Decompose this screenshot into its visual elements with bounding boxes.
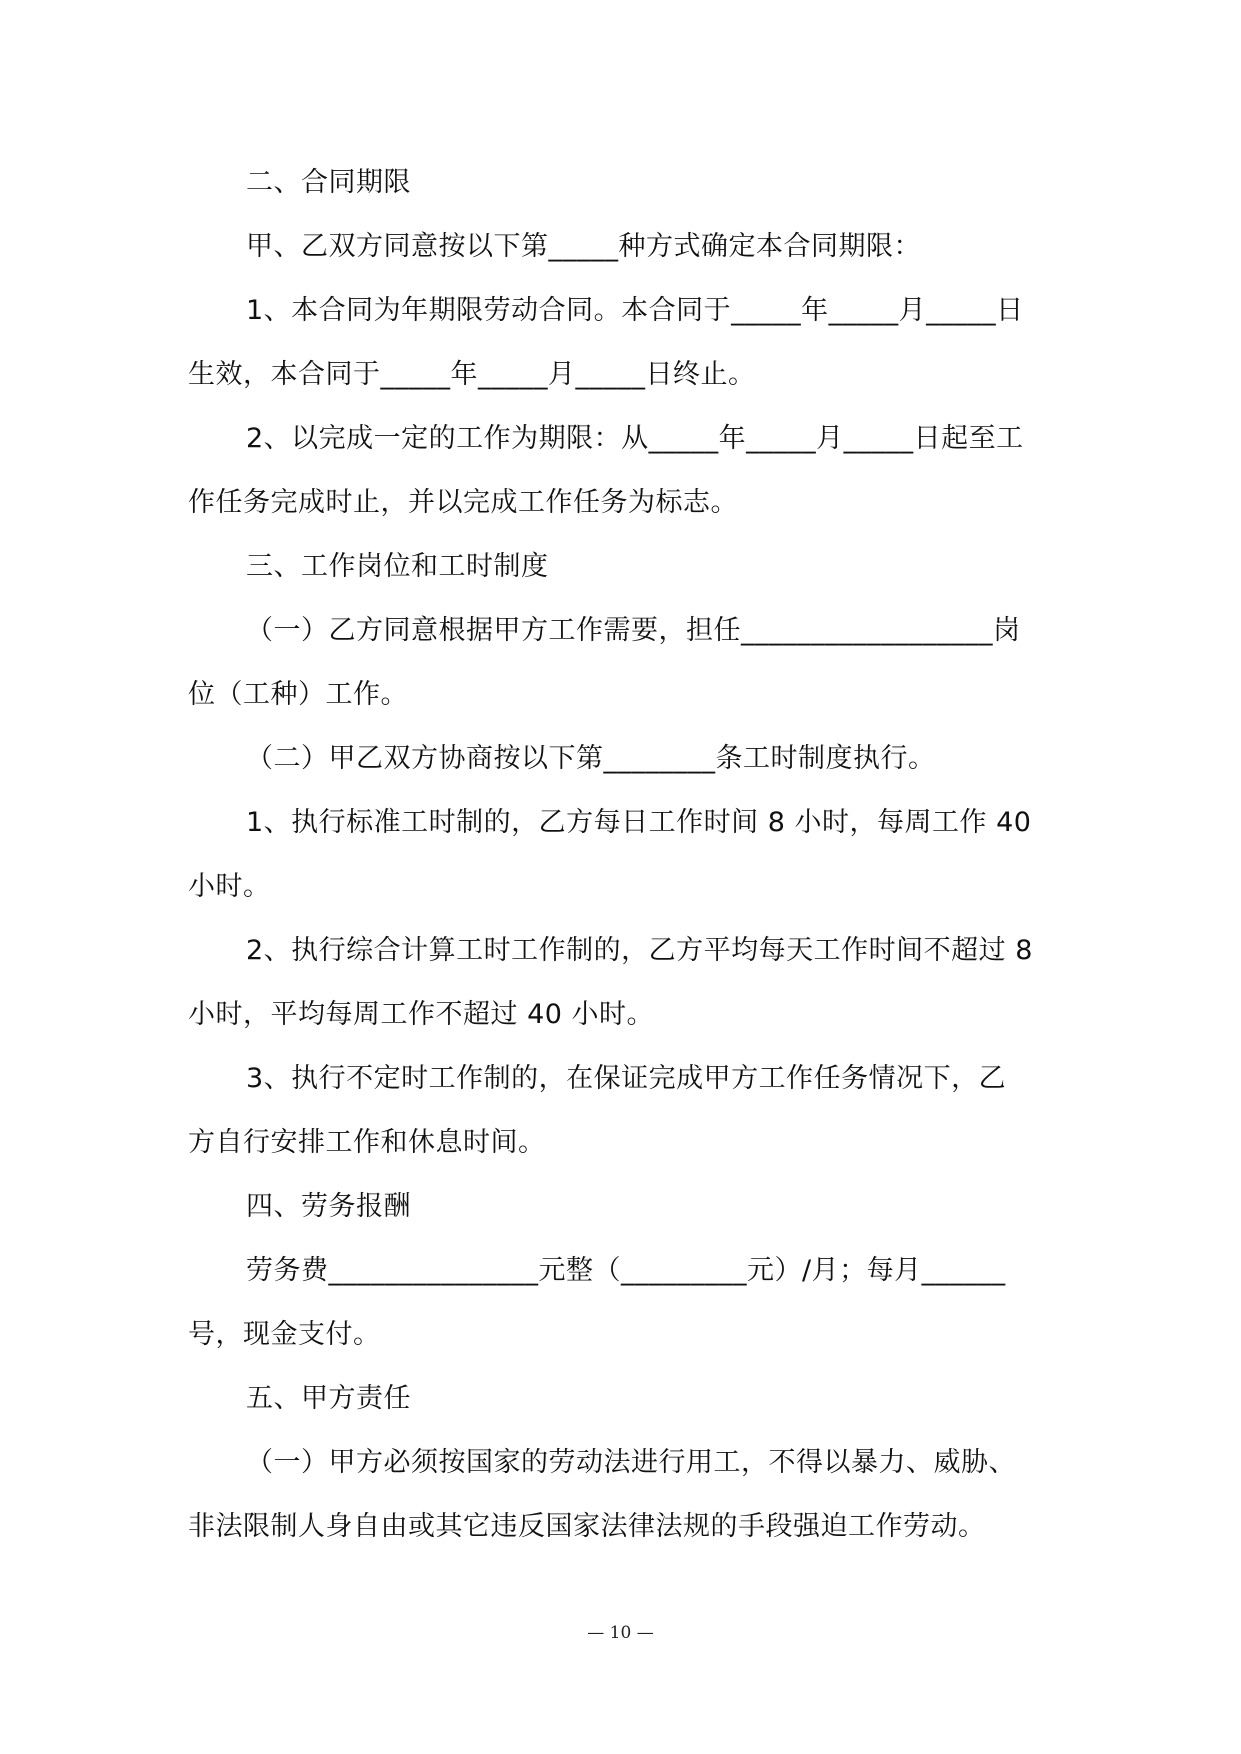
party-a-duty-line-2: 非法限制人身自由或其它违反国家法律法规的手段强迫工作劳动。 bbox=[188, 1511, 986, 1542]
flexible-hours-line-1: 3、执行不定时工作制的，在保证完成甲方工作任务情况下，乙 bbox=[246, 1063, 1007, 1094]
standard-hours-line-2: 小时。 bbox=[188, 871, 271, 902]
page-number: — 10 — bbox=[587, 1623, 654, 1643]
fixed-term-clause-line-2: 生效，本合同于_____年_____月_____日终止。 bbox=[188, 359, 756, 390]
party-a-duty-line-1: （一）甲方必须按国家的劳动法进行用工，不得以暴力、威胁、 bbox=[246, 1447, 1016, 1478]
contract-term-method: 甲、乙双方同意按以下第_____种方式确定本合同期限： bbox=[246, 231, 921, 262]
position-clause-line-2: 位（工种）工作。 bbox=[188, 679, 408, 710]
section-heading-contract-term: 二、合同期限 bbox=[246, 167, 411, 198]
position-clause-line-1: （一）乙方同意根据甲方工作需要，担任__________________岗 bbox=[246, 615, 1021, 646]
comprehensive-hours-line-1: 2、执行综合计算工时工作制的，乙方平均每天工作时间不超过 8 bbox=[246, 935, 1033, 966]
comprehensive-hours-line-2: 小时，平均每周工作不超过 40 小时。 bbox=[188, 999, 655, 1030]
working-hours-system-clause: （二）甲乙双方协商按以下第________条工时制度执行。 bbox=[246, 743, 936, 774]
remuneration-clause-line-1: 劳务费_______________元整（_________元）/月；每月______ bbox=[246, 1255, 1006, 1286]
section-heading-party-a-duties: 五、甲方责任 bbox=[246, 1383, 411, 1414]
section-heading-position-hours: 三、工作岗位和工时制度 bbox=[246, 551, 549, 582]
task-term-clause-line-2: 作任务完成时止，并以完成工作任务为标志。 bbox=[188, 487, 738, 518]
section-heading-remuneration: 四、劳务报酬 bbox=[246, 1191, 411, 1222]
standard-hours-line-1: 1、执行标准工时制的，乙方每日工作时间 8 小时，每周工作 40 bbox=[246, 807, 1032, 838]
task-term-clause-line-1: 2、以完成一定的工作为期限：从_____年_____月_____日起至工 bbox=[246, 423, 1024, 454]
fixed-term-clause-line-1: 1、本合同为年期限劳动合同。本合同于_____年_____月_____日 bbox=[246, 295, 1024, 326]
flexible-hours-line-2: 方自行安排工作和休息时间。 bbox=[188, 1127, 546, 1158]
remuneration-clause-line-2: 号，现金支付。 bbox=[188, 1319, 381, 1350]
